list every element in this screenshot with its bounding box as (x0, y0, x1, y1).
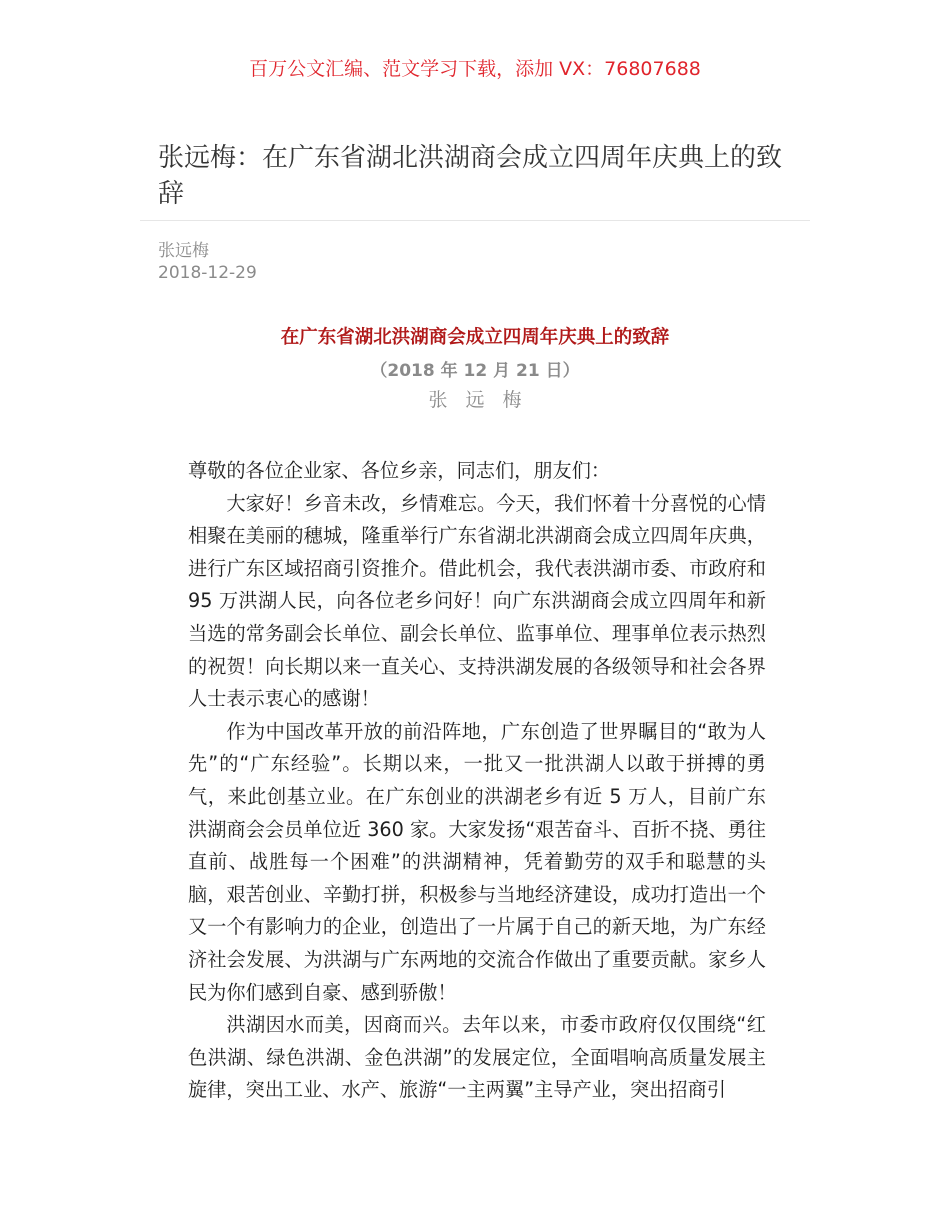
document-title: 在广东省湖北洪湖商会成立四周年庆典上的致辞 (280, 327, 670, 348)
article-meta (158, 240, 257, 284)
document-author: 张 远 梅 (428, 389, 528, 411)
document-body (188, 455, 766, 1107)
document-header (0, 326, 950, 412)
article-title: 张远梅：在广东省湖北洪湖商会成立四周年庆典上的致辞 (158, 143, 783, 209)
promo-banner: 百万公文汇编、范文学习下载，添加 VX：76807688 (249, 58, 701, 80)
paragraph-1: 大家好！乡音未改，乡情难忘。今天，我们怀着十分喜悦的心情相聚在美丽的穗城，隆重举行广东省湖北洪湖商会成立四周年庆典，进行广东区域招商引资推介。借此机会，我代表洪湖市委、市政府和 95 万洪湖人民，向各位老乡问好！向广东洪湖商会成立四周年和新当选的常务副会长单位、副会长单位、监事单位、理事单位表示热烈的祝贺！向长期以来一直关心、支持洪湖发展的各级领导和社会各界人士表示衷心的感谢！ (188, 491, 766, 711)
article-date: 2018-12-29 (158, 263, 257, 283)
title-divider (140, 220, 810, 221)
paragraph-2: 作为中国改革开放的前沿阵地，广东创造了世界瞩目的“敢为人先”的“广东经验”。长期以来，一批又一批洪湖人以敢于拼搏的勇气，来此创基立业。在广东创业的洪湖老乡有近 5 万人，目前广东洪湖商会会员单位近 360 家。大家发扬“艰苦奋斗、百折不挠、勇往直前、战胜每一个困难”的洪湖精神，凭着勤劳的双手和聪慧的头脑，艰苦创业、辛勤打拼，积极参与当地经济建设，成功打造出一个又一个有影响力的企业，创造出了一片属于自己的新天地，为广东经济社会发展、为洪湖与广东两地的交流合作做出了重要贡献。家乡人民为你们感到自豪、感到骄傲！ (188, 719, 766, 1004)
document-date: （2018 年 12 月 21 日） (370, 361, 580, 381)
paragraph-3: 洪湖因水而美，因商而兴。去年以来，市委市政府仅仅围绕“红色洪湖、绿色洪湖、金色洪湖”的发展定位，全面唱响高质量发展主旋律，突出工业、水产、旅游“一主两翼”主导产业，突出招商引 (188, 1013, 766, 1102)
salutation: 尊敬的各位企业家、各位乡亲，同志们，朋友们： (188, 459, 611, 482)
article-author: 张远梅 (158, 241, 209, 261)
